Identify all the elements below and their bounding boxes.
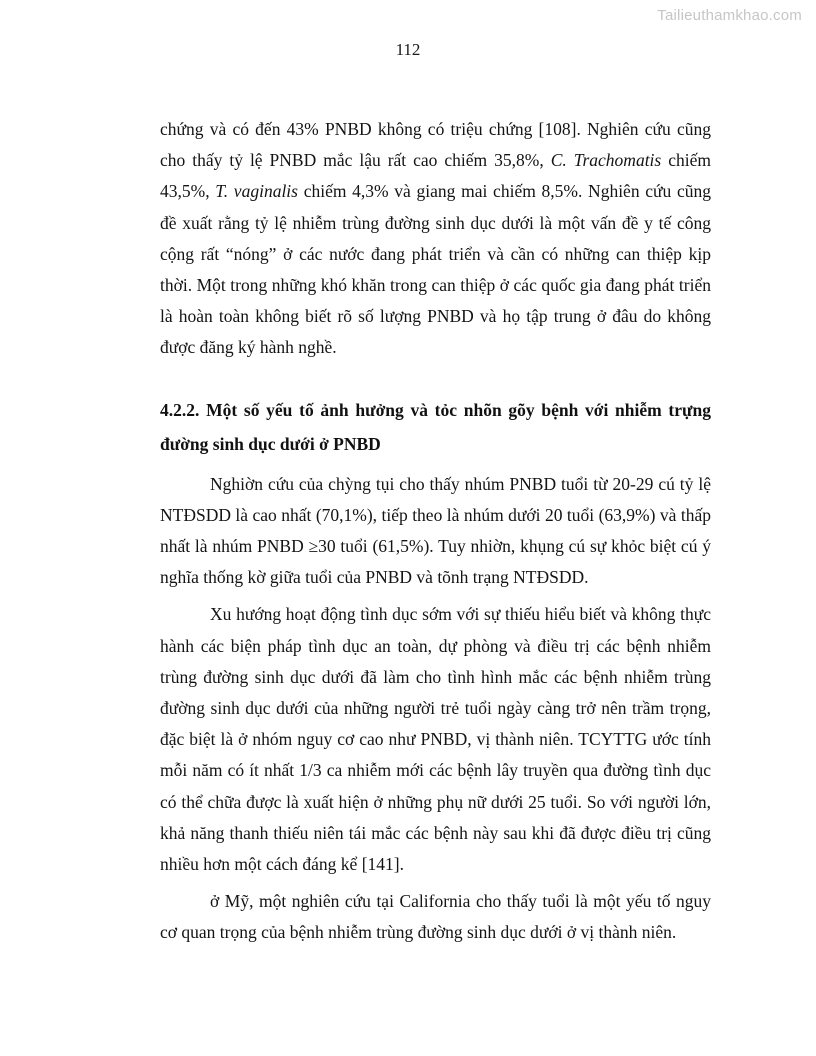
species-name-italic: C. Trachomatis bbox=[550, 150, 662, 171]
paragraph-age-groups: Nghiờn cứu của chỳng tụi cho thấy nhúm PNBD tuổi từ 20-29 cú tỷ lệ NTĐSDD là cao nhất (70,1%), tiếp theo là nhúm dưới 20 tuổi (63,9%) và thấp nhất là nhúm PNBD ≥30 tuổi (61,5%). Tuy nhiờn, khụng cú sự khỏc biệt cú ý nghĩa thống kờ giữa tuổi của PNBD và tõnh trạng NTĐSDD. bbox=[160, 473, 711, 588]
section-heading-4-2-2: 4.2.2. Một số yếu tố ảnh hưởng và tỏc nhõn gõy bệnh với nhiễm trựng đường sinh dục dưới ở PNBD bbox=[160, 399, 711, 455]
page-content bbox=[160, 114, 711, 949]
paragraph-1-segment: chiếm 4,3% và giang mai chiếm 8,5%. Nghiên cứu cũng đề xuất rằng tỷ lệ nhiễm trùng đường sinh dục dưới là một vấn đề y tế công cộng rất “nóng” ở các nước đang phát triển và cần có những can thiệp kịp thời. Một trong những khó khăn trong can thiệp ở các quốc gia đang phát triển là hoàn toàn không biết rõ số lượng PNBD và họ tập trung ở đâu do không được đăng ký hành nghề. bbox=[160, 181, 712, 358]
watermark-text: Tailieuthamkhao.com bbox=[657, 7, 802, 24]
paragraph-1-segment: chứng và có đến 43% PNBD không có triệu chứng [108]. Nghiên cứu cũng cho thấy tỷ lệ PNBD mắc lậu rất cao chiếm 35,8%, bbox=[160, 119, 711, 171]
paragraph-continuation bbox=[160, 114, 711, 364]
species-name-italic: T. vaginalis bbox=[215, 181, 298, 202]
paragraph-sexual-activity-trend: Xu hướng hoạt động tình dục sớm với sự thiếu hiểu biết và không thực hành các biện pháp tình dục an toàn, dự phòng và điều trị các bệnh nhiễm trùng đường sinh dục dưới đã làm cho tình hình mắc các bệnh nhiễm trùng đường sinh dục dưới của những người trẻ tuổi ngày càng trở nên trầm trọng, đặc biệt là ở nhóm nguy cơ cao như PNBD, vị thành niên. TCYTTG ước tính mỗi năm có ít nhất 1/3 ca nhiễm mới các bệnh lây truyền qua đường tình dục có thể chữa được là xuất hiện ở những phụ nữ dưới 25 tuổi. So với người lớn, khả năng thanh thiếu niên tái mắc các bệnh này sau khi đã được điều trị cũng nhiều hơn một cách đáng kể [141]. bbox=[160, 604, 711, 875]
paragraph-1-segment: chiếm 43,5%, bbox=[160, 150, 711, 202]
page-number: 112 bbox=[395, 40, 421, 59]
paragraph-california-study: ở Mỹ, một nghiên cứu tại California cho thấy tuổi là một yếu tố nguy cơ quan trọng của bệnh nhiễm trùng đường sinh dục dưới ở vị thành niên. bbox=[160, 891, 711, 943]
